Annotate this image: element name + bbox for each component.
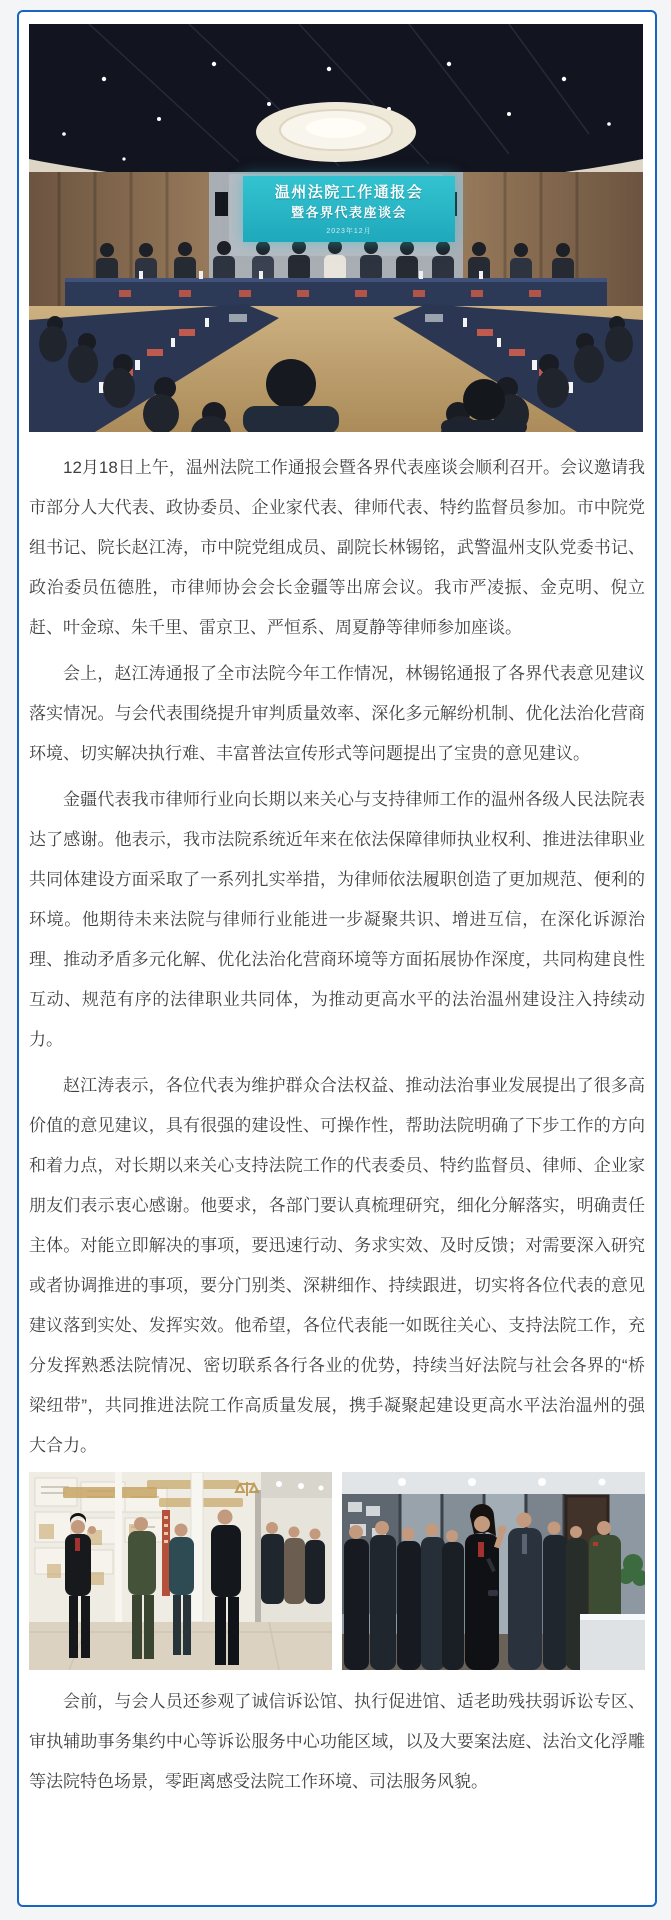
projection-screen [243, 176, 455, 242]
article-paragraph: 金疆代表我市律师行业向长期以来关心与支持律师工作的温州各级人民法院表达了感谢。他表示，我市法院系统近年来在依法保障律师执业权利、推进法律职业共同体建设方面采取了一系列扎实举措，为律师依法履职创造了更加规范、便利的环境。他期待未来法院与律师行业能进一步凝聚共识、增进互信，在深化诉源治理、推动矛盾多元化解、优化法治化营商环境等方面拓展协作深度，共同构建良性互动、规范有序的法律职业共同体，为推动更高水平的法治温州建设注入持续动力。 [29, 790, 645, 1049]
tour-photo-left[interactable] [29, 1472, 332, 1670]
article-card [17, 10, 657, 1907]
hero-conference-photo[interactable] [29, 24, 643, 432]
article-paragraph: 赵江涛表示，各位代表为维护群众合法权益、推动法治事业发展提出了很多高价值的意见建议，具有很强的建设性、可操作性，帮助法院明确了下步工作的方向和着力点，对长期以来关心支持法院工作的代表委员、特约监督员、律师、企业家朋友们表示衷心感谢。他要求，各部门要认真梳理研究，细化分解落实，明确责任主体。对能立即解决的事项，要迅速行动、务求实效、及时反馈；对需要深入研究或者协调推进的事项，要分门别类、深耕细作、持续跟进，切实将各位代表的意见建议落到实处、发挥实效。他希望，各位代表能一如既往关心、支持法院工作，充分发挥熟悉法院情况、密切联系各行各业的优势，持续当好法院与社会各界的“桥梁纽带”，共同推进法院工作高质量发展，携手凝聚起建设更高水平法治温州的强大合力。 [29, 1076, 645, 1455]
article-body [29, 448, 645, 1802]
article-paragraph: 12月18日上午，温州法院工作通报会暨各界代表座谈会顺利召开。会议邀请我市部分人大代表、政协委员、企业家代表、律师代表、特约监督员参加。市中院党组书记、院长赵江涛，市中院党组成员、副院长林锡铭，武警温州支队党委书记、政治委员伍德胜，市律师协会会长金疆等出席会议。我市严凌振、金克明、倪立赶、叶金琼、朱千里、雷京卫、严恒系、周夏静等律师参加座谈。 [29, 458, 645, 637]
tour-group-illustration [342, 1472, 645, 1670]
article-paragraph: 会前，与会人员还参观了诚信诉讼馆、执行促进馆、适老助残扶弱诉讼专区、审执辅助事务集约中心等诉讼服务中心功能区域，以及大要案法庭、法治文化浮雕等法院特色场景，零距离感受法院工作环境、司法服务风貌。 [29, 1692, 645, 1791]
screen-date: 2023年12月 [326, 228, 372, 235]
article-paragraph: 会上，赵江涛通报了全市法院今年工作情况，林锡铭通报了各界代表意见建议落实情况。与会代表围绕提升审判质量效率、深化多元解纷机制、优化法治化营商环境、切实解决执行难、丰富普法宣传形式等问题提出了宝贵的意见建议。 [29, 664, 645, 763]
screen-title-line1: 温州法院工作通报会 [274, 185, 424, 201]
screen-title-line2: 暨各界代表座谈会 [290, 205, 407, 220]
photo-gallery [29, 1472, 645, 1670]
article-content [19, 12, 655, 1802]
exhibition-wall-illustration [29, 1472, 332, 1670]
tour-photo-right[interactable] [342, 1472, 645, 1670]
